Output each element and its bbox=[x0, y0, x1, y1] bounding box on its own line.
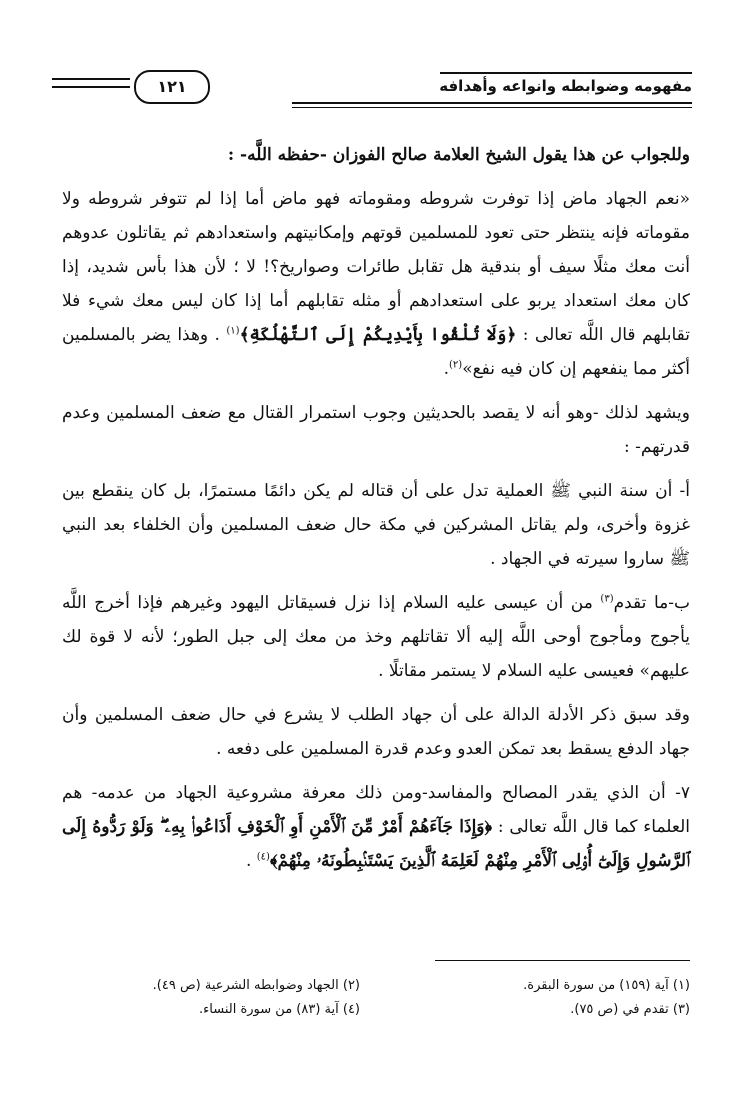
footnote-4: (٤) آية (٨٣) من سورة النساء. bbox=[199, 1002, 360, 1017]
running-header-title: مفهومه وضوابطه وانواعه وأهدافه bbox=[439, 77, 692, 95]
quran-verse-2: ﴿وَإِذَا جَآءَهُمْ أَمْرٌ مِّنَ ٱلْأَمْنِ أَوِ ٱلْخَوْفِ أَذَاعُوا۟ بِهِۦ ۖ وَلَوْ رَدُّوهُ إِلَى ٱلرَّسُولِ وَإِلَىٰٓ أُو۟لِى ٱلْأَمْرِ مِنْهُمْ لَعَلِمَهُ ٱلَّذِينَ يَسْتَنۢبِطُونَهُۥ مِنْهُمْ﴾ bbox=[62, 817, 690, 871]
header-rule-under-title bbox=[292, 102, 692, 104]
quote-paragraph bbox=[62, 182, 690, 386]
footnote-3: (٣) تقدم في (ص ٧٥). bbox=[570, 1002, 690, 1017]
point-7-text-a: ٧- أن الذي يقدر المصالح والمفاسد-ومن ذلك معرفة مشروعية الجهاد من عدمه- هم العلماء كما قال اللَّه تعالى : bbox=[62, 783, 690, 837]
point-a-paragraph: أ- أن سنة النبي ﷺ العملية تدل على أن قتاله لم يكن دائمًا مستمرًا، بل كان ينقطع بين غزوة وأخرى، ولم يقاتل المشركين في مكة حال ضعف المسلمين وأن الخلفاء بعد النبي ﷺ ساروا سيرته في الجهاد . bbox=[62, 481, 690, 569]
evidence-intro-paragraph: ويشهد لذلك -وهو أنه لا يقصد بالحديثين وجوب استمرار القتال مع ضعف المسلمين وعدم قدرتهم- : bbox=[62, 403, 691, 457]
footnote-ref-3[interactable]: (٣) bbox=[600, 593, 614, 605]
footnote-ref-1[interactable]: (١) bbox=[226, 325, 240, 337]
header-rule-top-left bbox=[52, 78, 130, 80]
previous-evidence-paragraph: وقد سبق ذكر الأدلة الدالة على أن جهاد الطلب لا يشرع في حال ضعف المسلمين وأن جهاد الدفع يسقط بعد تمكن العدو وعدم قدرة المسلمين على دفعه . bbox=[62, 705, 690, 759]
header-rule-bottom-left bbox=[52, 86, 130, 88]
point-b-text-a: ب-ما تقدم bbox=[613, 593, 691, 613]
footnote-ref-4[interactable]: (٤) bbox=[256, 851, 270, 863]
point-b-text-b: من أن عيسى عليه السلام إذا نزل فسيقاتل اليهود وغيرهم فإذا أخرج اللَّه يأجوج ومأجوج أوحى اللَّه إليه ألا تقاتلهم وخذ من معك إلى جبل الطور؛ لأنه لا قوة لك عليهم» فعيسى عليه السلام لا يستمر مقاتلًا . bbox=[62, 593, 690, 681]
footnote-2: (٢) الجهاد وضوابطه الشرعية (ص ٤٩). bbox=[152, 978, 360, 993]
point-7-text-b: . bbox=[245, 851, 257, 871]
quran-verse-1: ﴿وَلَا تُلْقُوا بِأَيْدِيكُمْ إِلَى ٱلتَّهْلُكَةِ﴾ bbox=[239, 325, 517, 345]
footnote-ref-2[interactable]: (٢) bbox=[449, 359, 463, 371]
point-b-paragraph bbox=[62, 586, 690, 688]
page-number: ١٢١ bbox=[134, 70, 210, 104]
main-text bbox=[62, 138, 690, 888]
point-7-paragraph bbox=[62, 776, 690, 878]
quote-text-c: . bbox=[443, 359, 450, 379]
quote-text-b: . وهذا يضر بالمسلمين أكثر مما ينفعهم إن كان فيه نفع» bbox=[62, 325, 690, 379]
footnotes bbox=[60, 974, 690, 1034]
running-header bbox=[52, 66, 692, 114]
footnote-divider bbox=[435, 960, 690, 961]
intro-paragraph: وللجواب عن هذا يقول الشيخ العلامة صالح الفوزان -حفظه اللَّه- : bbox=[227, 145, 690, 165]
header-rule-under-title-thin bbox=[292, 107, 692, 108]
quote-text-a: «نعم الجهاد ماض إذا توفرت شروطه ومقوماته فهو ماض أما إذا لم تتوفر شروطه ولا مقوماته فإنه ينتظر حتى تعود للمسلمين قوتهم وإمكانيتهم واستعدادهم ثم يقاتلون عدوهم أنت معك مثلًا سيف أو بندقية هل تقابل طائرات وصواريخ؟! لا ؛ لأن هذا بأس شديد، إذا كان معك استعداد يربو على استعدادهم أو مثله تقابلهم أما إذا كان ليس معك شيء فلا تقابلهم قال اللَّه تعالى : bbox=[62, 189, 690, 345]
footnote-1: (١) آية (١٥٩) من سورة البقرة. bbox=[523, 978, 690, 993]
header-rule-top-right bbox=[440, 72, 692, 74]
